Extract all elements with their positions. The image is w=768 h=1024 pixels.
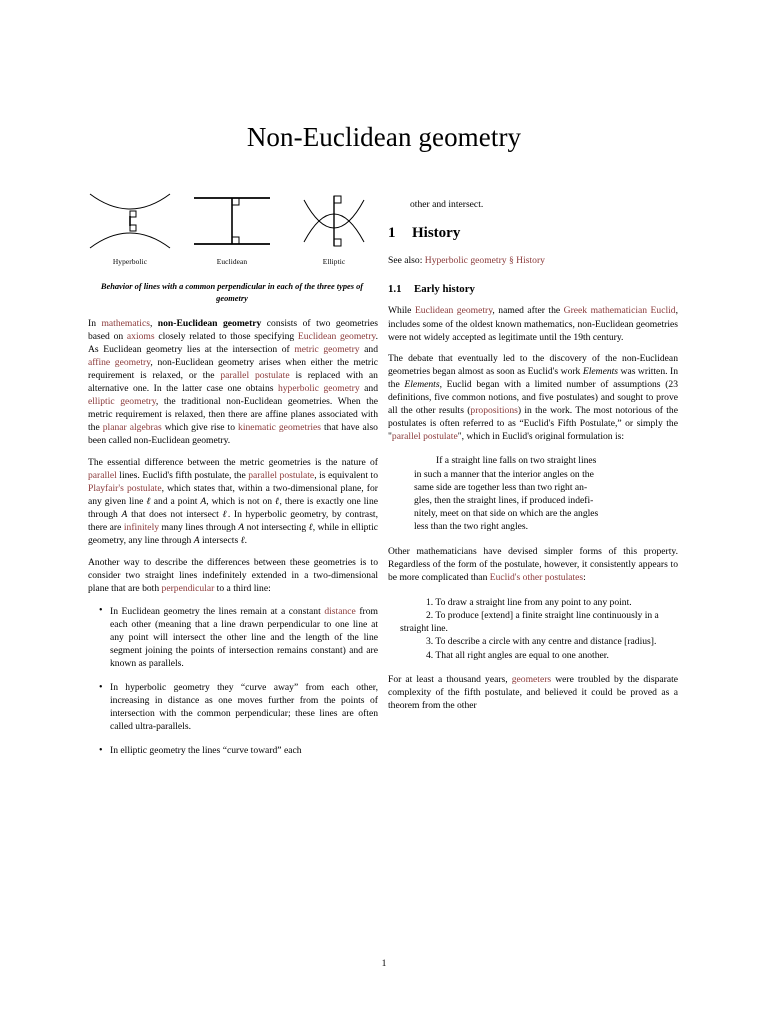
text-fragment: , while in elliptic geometry, any line through bbox=[88, 522, 378, 547]
link-hyperbolic-geometry-history[interactable]: Hyperbolic geometry § History bbox=[424, 254, 545, 266]
math-var-a: A bbox=[238, 522, 245, 534]
text-fragment: that have also been called non-Euclidean geometry. bbox=[88, 422, 378, 447]
text-fragment: , which states that, within a two-dimensional plane, for any given line bbox=[88, 483, 378, 508]
section-heading-history bbox=[388, 225, 678, 242]
text-fragment: The debate that eventually led to the discovery of the non-Euclidean geometries began almost as soon as Euclid's work bbox=[388, 353, 678, 378]
link-parallel-postulate[interactable]: parallel postulate bbox=[248, 470, 315, 482]
math-var-l: ℓ bbox=[308, 522, 313, 534]
figure-panels bbox=[88, 190, 376, 268]
link-euclids-other-postulates[interactable]: Euclid's other postulates bbox=[489, 571, 584, 583]
text-fragment: . bbox=[244, 535, 247, 547]
geometry-bullet-list bbox=[88, 605, 378, 757]
left-paragraph-3 bbox=[88, 556, 378, 595]
text-fragment: many lines through bbox=[159, 522, 239, 534]
right-paragraph-1 bbox=[388, 304, 678, 343]
text-fragment: , bbox=[149, 318, 158, 330]
link-geometers[interactable]: geometers bbox=[511, 673, 552, 685]
left-paragraph-2 bbox=[88, 456, 378, 547]
term-non-euclidean-geometry: non-Euclidean geometry bbox=[157, 318, 262, 330]
figure-panel-hyperbolic bbox=[88, 190, 172, 268]
text-fragment: , non-Euclidean geometry arises when either the metric requirement is relaxed, or the bbox=[88, 357, 378, 382]
page-number: 1 bbox=[381, 958, 387, 969]
figure-panel-elliptic bbox=[292, 190, 376, 268]
elliptic-diagram bbox=[292, 190, 376, 252]
quote-line: less than the two right angles. bbox=[414, 521, 529, 533]
text-fragment: were troubled by the disparate complexity of the fifth postulate, and believed it could be proved as a theorem from the other bbox=[388, 673, 678, 711]
text-fragment: which give rise to bbox=[161, 422, 239, 434]
text-fragment: . As Euclidean geometry lies at the intersection of bbox=[88, 331, 378, 356]
title-elements: Elements bbox=[404, 379, 440, 391]
right-paragraph-3 bbox=[388, 545, 678, 584]
link-metric-geometry[interactable]: metric geometry bbox=[294, 344, 360, 356]
text-fragment: ", which in Euclid's original formulation is: bbox=[457, 431, 625, 443]
text-fragment: not intersecting bbox=[244, 522, 309, 534]
euclidean-diagram bbox=[190, 190, 274, 252]
text-fragment: was written. In the bbox=[388, 366, 678, 391]
text-fragment: and bbox=[359, 383, 379, 395]
link-propositions[interactable]: propositions bbox=[470, 405, 518, 417]
link-elliptic-geometry[interactable]: elliptic geometry bbox=[88, 396, 156, 408]
left-column bbox=[88, 190, 378, 768]
text-fragment: . In hyperbolic geometry, by contrast, there are bbox=[88, 509, 378, 534]
bullet-continuation-text: other and intersect. bbox=[410, 199, 484, 210]
text-fragment: , the traditional non-Euclidean geometries. When the metric requirement is relaxed, then there are affine planes associated with the bbox=[88, 396, 378, 434]
text-fragment: closely related to those specifying bbox=[154, 331, 298, 343]
link-greek-mathematician-euclid[interactable]: Greek mathematician Euclid bbox=[563, 305, 676, 317]
text-fragment: For at least a thousand years, bbox=[388, 673, 512, 685]
text-fragment: is replaced with an alternative one. In the latter case one obtains bbox=[88, 370, 378, 395]
text-fragment: Other mathematicians have devised simpler forms of this property. Regardless of the form of the postulate, however, it consistently appears to be more complicated than bbox=[388, 545, 678, 583]
right-column bbox=[388, 198, 678, 720]
right-paragraph-4 bbox=[388, 673, 678, 712]
text-fragment: lines. Euclid's fifth postulate, the bbox=[116, 470, 249, 482]
link-euclidean-geometry[interactable]: Euclidean geometry bbox=[414, 305, 493, 317]
text-fragment: In bbox=[88, 318, 102, 330]
figure-label-elliptic: Elliptic bbox=[322, 257, 346, 266]
link-mathematics[interactable]: mathematics bbox=[101, 318, 150, 330]
quote-line: in such a manner that the interior angles on the bbox=[414, 468, 594, 480]
link-hyperbolic-geometry[interactable]: hyperbolic geometry bbox=[277, 383, 360, 395]
quote-line: nitely, meet on that side on which are the angles bbox=[414, 508, 599, 520]
text-fragment: The essential difference between the metric geometries is the nature of bbox=[88, 457, 378, 469]
text-fragment: , Euclid began with a limited number of assumptions (23 definitions, five common notions, and five postulates) and sought to prove all the other results ( bbox=[388, 379, 678, 417]
section-title: History bbox=[412, 225, 461, 242]
text-fragment: In elliptic geometry the lines “curve toward” each bbox=[110, 745, 302, 757]
title-elements: Elements bbox=[582, 366, 619, 378]
text-fragment: In hyperbolic geometry they “curve away” from each other, increasing in distance as one moves further from the points of intersection with the common perpendicular; these lines are often called ultra-parallels. bbox=[110, 682, 378, 733]
figure-caption: Behavior of lines with a common perpendicular in each of the three types of geometry bbox=[100, 282, 364, 304]
text-fragment: : bbox=[583, 571, 586, 583]
postulate-item: 2. To produce [extend] a finite straight line continuously in a straight line. bbox=[400, 610, 659, 635]
link-parallel[interactable]: parallel bbox=[88, 470, 117, 482]
quote-line: same side are together less than two right an- bbox=[414, 481, 588, 493]
figure-label-euclidean: Euclidean bbox=[216, 257, 248, 266]
math-var-l: ℓ bbox=[146, 496, 151, 508]
link-playfairs-postulate[interactable]: Playfair's postulate bbox=[88, 483, 162, 495]
list-item bbox=[110, 681, 378, 733]
quote-line: gles, then the straight lines, if produced indefi- bbox=[414, 495, 594, 507]
see-also-line bbox=[388, 254, 678, 267]
link-planar-algebras[interactable]: planar algebras bbox=[102, 422, 162, 434]
text-fragment: and bbox=[359, 344, 378, 356]
euclid-fifth-postulate-quote bbox=[414, 454, 654, 533]
right-paragraph-2 bbox=[388, 352, 678, 443]
link-axioms[interactable]: axioms bbox=[126, 331, 155, 343]
text-fragment: In Euclidean geometry the lines remain at a constant bbox=[110, 605, 325, 617]
section-number: 1 bbox=[388, 225, 396, 242]
postulate-item: 1. To draw a straight line from any point to any point. bbox=[426, 596, 632, 608]
math-var-a: A bbox=[121, 509, 128, 521]
text-fragment: , which is not on bbox=[206, 496, 275, 508]
link-infinitely[interactable]: infinitely bbox=[123, 522, 160, 534]
text-fragment: to a third line: bbox=[214, 582, 271, 594]
see-also-prefix: See also: bbox=[388, 254, 425, 266]
text-fragment: , there is exactly one line through bbox=[88, 496, 379, 521]
quote-line: If a straight line falls on two straight lines bbox=[436, 455, 597, 467]
text-fragment: intersects bbox=[199, 535, 241, 547]
euclid-postulates-list bbox=[400, 596, 662, 662]
figure-panel-euclidean bbox=[190, 190, 274, 268]
math-var-l: ℓ bbox=[240, 535, 245, 547]
list-item bbox=[110, 605, 378, 670]
text-fragment: While bbox=[388, 305, 415, 317]
link-distance[interactable]: distance bbox=[324, 605, 356, 617]
text-fragment: , named after the bbox=[492, 305, 564, 317]
link-perpendicular[interactable]: perpendicular bbox=[161, 582, 215, 594]
link-euclidean-geometry[interactable]: Euclidean geometry bbox=[297, 331, 376, 343]
math-var-l: ℓ bbox=[274, 496, 280, 508]
link-parallel-postulate[interactable]: parallel postulate bbox=[220, 370, 290, 382]
list-item bbox=[110, 744, 378, 757]
postulate-item: 4. That all right angles are equal to one another. bbox=[426, 649, 609, 661]
text-fragment: and a point bbox=[150, 496, 201, 508]
subsection-number: 1.1 bbox=[388, 282, 402, 295]
text-fragment: ) in the work. The most notorious of the postulates is often referred to as “Euclid's Fifth Postulate,” or simply the " bbox=[388, 405, 678, 443]
figure-block bbox=[88, 190, 378, 305]
text-fragment: consists of two geometries based on bbox=[88, 318, 379, 343]
link-affine-geometry[interactable]: affine geometry bbox=[88, 357, 151, 369]
subsection-title: Early history bbox=[414, 282, 475, 295]
figure-label-hyperbolic: Hyperbolic bbox=[112, 257, 148, 266]
text-fragment: that does not intersect bbox=[127, 509, 223, 521]
link-kinematic-geometries[interactable]: kinematic geometries bbox=[238, 422, 321, 434]
hyperbolic-diagram bbox=[88, 190, 172, 252]
math-var-a: A bbox=[200, 496, 207, 508]
text-fragment: from each other (meaning that a line drawn perpendicular to one line at any point will intersect the other line and the length of the line segment joining the points of intersection remains constant) and are known as parallels. bbox=[110, 605, 378, 670]
link-parallel-postulate[interactable]: parallel postulate bbox=[391, 431, 458, 443]
subsection-heading-early-history bbox=[388, 284, 678, 296]
text-fragment: , includes some of the oldest known mathematics, non-Euclidean geometries were not widely accepted as legitimate until the 19th century. bbox=[388, 305, 679, 343]
math-var-l: ℓ bbox=[222, 509, 228, 521]
postulate-item: 3. To describe a circle with any centre and distance [radius]. bbox=[426, 636, 657, 648]
text-fragment: , is equivalent to bbox=[314, 470, 378, 482]
left-paragraph-1 bbox=[88, 317, 378, 447]
text-fragment: Another way to describe the differences between these geometries is to consider two straight lines indefinitely extended in a two-dimensional plane that are both bbox=[88, 556, 378, 594]
page-title: Non-Euclidean geometry bbox=[246, 122, 522, 153]
math-var-a: A bbox=[193, 535, 200, 547]
